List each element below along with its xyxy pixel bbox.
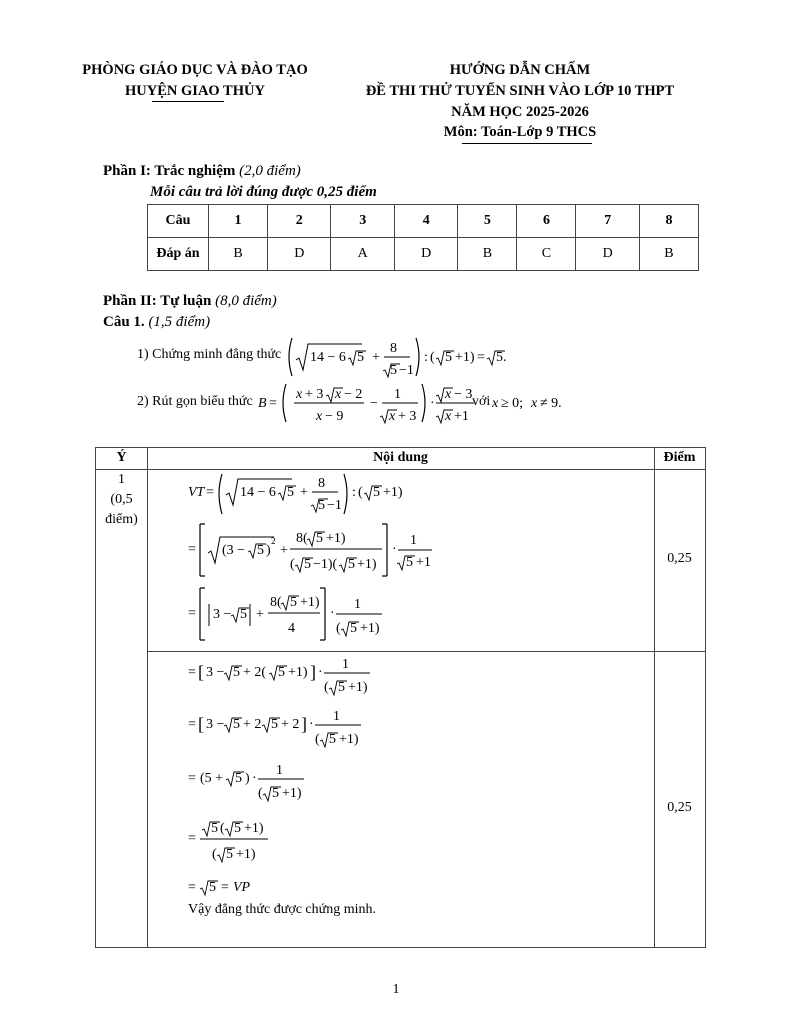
- proof-line-7: [186, 814, 306, 866]
- svg-text:5: 5: [271, 717, 278, 732]
- svg-text:]: ]: [301, 714, 307, 734]
- svg-text:14 − 6: 14 − 6: [240, 485, 276, 500]
- svg-text:5: 5: [233, 717, 240, 732]
- exam-title: ĐỀ THI THỬ TUYỂN SINH VÀO LỚP 10 THPT: [365, 83, 675, 99]
- answer-cell: C: [517, 238, 576, 271]
- svg-text:(: (: [336, 621, 341, 636]
- svg-text:+ 2: + 2: [281, 717, 300, 732]
- part1-points: (2,0 điểm): [239, 163, 301, 179]
- left-header-underline: [152, 101, 224, 102]
- svg-text:=: =: [188, 717, 196, 732]
- subject: Môn: Toán-Lớp 9 THCS: [443, 124, 597, 140]
- svg-text:x: x: [389, 409, 396, 424]
- svg-text:8(: 8(: [296, 531, 308, 546]
- svg-text:1: 1: [394, 387, 401, 402]
- svg-text:+ 2: + 2: [243, 717, 262, 732]
- svg-text:x: x: [296, 387, 303, 402]
- svg-text:5: 5: [287, 485, 294, 500]
- svg-text:·: ·: [430, 396, 435, 411]
- answer-table-row-questions: [148, 205, 699, 238]
- question-cell: 7: [576, 205, 639, 238]
- proof-line-4: [186, 654, 406, 700]
- svg-text:+: +: [280, 543, 288, 558]
- svg-text:·: ·: [330, 606, 335, 621]
- part2-points: (8,0 điểm): [215, 293, 277, 309]
- question1-title: Câu 1.: [103, 314, 145, 330]
- svg-text:(: (: [324, 680, 329, 695]
- item-points-unit: điểm): [105, 512, 138, 527]
- answer-table: [147, 204, 699, 271]
- dept-name: PHÒNG GIÁO DỤC VÀ ĐÀO TẠO: [82, 62, 308, 78]
- svg-text:1: 1: [276, 763, 283, 778]
- answer-cell: B: [458, 238, 517, 271]
- answer-cell: D: [394, 238, 457, 271]
- svg-text:− 9: − 9: [325, 409, 344, 424]
- proof-line-5: [186, 706, 406, 752]
- svg-text:+1: +1: [454, 409, 469, 424]
- part1-heading: [103, 163, 301, 180]
- proof-line-2: [186, 520, 446, 580]
- svg-text:=: =: [188, 771, 196, 786]
- svg-text:(: (: [258, 786, 263, 801]
- svg-text:·: ·: [392, 542, 397, 557]
- svg-text:(: (: [315, 732, 320, 747]
- proof-line-3: [186, 584, 406, 644]
- svg-text:5.: 5.: [496, 350, 507, 365]
- svg-text:8(: 8(: [270, 595, 282, 610]
- question-cell: 1: [209, 205, 268, 238]
- svg-text:+ 2(: + 2(: [243, 665, 267, 680]
- svg-text:5: 5: [304, 557, 311, 572]
- svg-text:B: B: [258, 396, 267, 411]
- svg-text::: :: [352, 485, 356, 500]
- svg-text:5: 5: [240, 607, 247, 622]
- answer-cell: B: [639, 238, 698, 271]
- district-name: HUYỆN GIAO THỦY: [125, 83, 265, 99]
- svg-text:): ): [266, 543, 271, 558]
- svg-text:VT: VT: [188, 485, 205, 500]
- svg-text:=: =: [221, 880, 229, 895]
- proof-line-1: [186, 470, 426, 518]
- svg-text:[: [: [198, 662, 204, 682]
- svg-text:+1): +1): [348, 680, 368, 695]
- svg-text:1: 1: [333, 709, 340, 724]
- svg-text:+: +: [300, 485, 308, 500]
- svg-text:1: 1: [342, 657, 349, 672]
- svg-text:x: x: [316, 409, 323, 424]
- part2-title: Phần II: Tự luận: [103, 293, 212, 309]
- svg-text:−1: −1: [327, 498, 342, 513]
- svg-text:=: =: [188, 542, 196, 557]
- svg-text:5: 5: [338, 680, 345, 695]
- svg-text:(5 +: (5 +: [200, 771, 224, 786]
- answer-cell: D: [576, 238, 639, 271]
- svg-text:x: x: [445, 409, 452, 424]
- score-step2: 0,25: [667, 800, 692, 815]
- svg-text:=: =: [188, 665, 196, 680]
- svg-text:[: [: [198, 714, 204, 734]
- svg-text:(: (: [220, 821, 225, 836]
- svg-text:+1): +1): [383, 485, 403, 500]
- proof-line-6: [186, 760, 346, 806]
- svg-text:(: (: [290, 557, 295, 572]
- svg-text:5: 5: [329, 732, 336, 747]
- svg-text:5: 5: [226, 847, 233, 862]
- svg-text:14 − 6: 14 − 6: [310, 350, 346, 365]
- svg-text:·: ·: [309, 717, 314, 732]
- svg-text:5: 5: [318, 498, 325, 513]
- answer-cell: D: [268, 238, 331, 271]
- svg-text:5: 5: [445, 350, 452, 365]
- col-header-y: Ý: [116, 450, 127, 465]
- doc-title: HƯỚNG DẪN CHẤM: [449, 62, 591, 78]
- question-cell: 6: [517, 205, 576, 238]
- svg-text:5: 5: [209, 880, 216, 895]
- answer-table-header-dap-an: Đáp án: [148, 238, 209, 271]
- svg-text:(: (: [430, 350, 435, 365]
- svg-text:(3 −: (3 −: [222, 543, 246, 558]
- item-points: (0,5: [110, 492, 133, 507]
- item-number: 1: [118, 472, 125, 487]
- answer-cell: B: [209, 238, 268, 271]
- question-cell: 5: [458, 205, 517, 238]
- right-header-underline: [462, 143, 592, 144]
- question1-points: (1,5 điểm): [148, 314, 211, 330]
- svg-text:x: x: [335, 387, 342, 402]
- part2-heading: [103, 293, 277, 310]
- svg-text:+ 3: + 3: [305, 387, 324, 402]
- svg-text:+1): +1): [282, 786, 302, 801]
- svg-text:−: −: [370, 396, 378, 411]
- svg-text:+1): +1): [244, 821, 264, 836]
- svg-text:=: =: [477, 350, 485, 365]
- svg-text:5: 5: [348, 557, 355, 572]
- school-year: NĂM HỌC 2025-2026: [451, 104, 589, 120]
- svg-text:=: =: [188, 880, 196, 895]
- svg-text:−1: −1: [399, 363, 414, 378]
- svg-text:1: 1: [410, 533, 417, 548]
- answer-table-header-cau: Câu: [148, 205, 209, 238]
- svg-text:5: 5: [350, 621, 357, 636]
- svg-text:=: =: [269, 396, 277, 411]
- svg-text:·: ·: [252, 771, 257, 786]
- question-cell: 4: [394, 205, 457, 238]
- part1-note: Mỗi câu trả lời đúng được 0,25 điểm: [150, 184, 377, 200]
- svg-text:1: 1: [354, 597, 361, 612]
- svg-text:8: 8: [390, 341, 397, 356]
- question-cell: 3: [331, 205, 394, 238]
- svg-text:5: 5: [390, 363, 397, 378]
- svg-text:5: 5: [257, 543, 264, 558]
- svg-text:−1)(: −1)(: [313, 557, 338, 572]
- svg-text:5: 5: [357, 350, 364, 365]
- part1-title: Phần I: Trắc nghiệm: [103, 163, 236, 179]
- svg-text:3 −: 3 −: [213, 607, 232, 622]
- svg-text:+ 3: + 3: [398, 409, 417, 424]
- svg-text:5: 5: [234, 821, 241, 836]
- svg-text:x: x: [531, 396, 538, 411]
- svg-text:]: ]: [310, 662, 316, 682]
- svg-text:5: 5: [272, 786, 279, 801]
- svg-text:5: 5: [211, 821, 218, 836]
- svg-text:5: 5: [290, 595, 297, 610]
- proof-line-8: [186, 872, 306, 898]
- task2-label: 2) Rút gọn biểu thức: [137, 394, 253, 409]
- answer-table-row-answers: [148, 238, 699, 271]
- svg-text:8: 8: [318, 476, 325, 491]
- col-header-content: Nội dung: [373, 450, 428, 465]
- svg-text:+1): +1): [357, 557, 377, 572]
- svg-text:+1): +1): [360, 621, 380, 636]
- svg-text:): ): [245, 771, 250, 786]
- col-header-score: Điểm: [663, 450, 696, 465]
- svg-text:5: 5: [233, 665, 240, 680]
- svg-text:3 −: 3 −: [206, 665, 225, 680]
- svg-text:3 −: 3 −: [206, 717, 225, 732]
- svg-text:(: (: [358, 485, 363, 500]
- svg-text:4: 4: [288, 621, 295, 636]
- question-cell: 8: [639, 205, 698, 238]
- svg-text:+1: +1: [416, 555, 431, 570]
- svg-text:·: ·: [318, 665, 323, 680]
- task2-condition-word: với: [472, 394, 491, 409]
- svg-text:=: =: [188, 606, 196, 621]
- svg-text:− 2: − 2: [344, 387, 363, 402]
- task1-formula: [286, 334, 526, 380]
- svg-text:=: =: [206, 485, 214, 500]
- svg-text:+1): +1): [300, 595, 320, 610]
- svg-text:+: +: [372, 350, 380, 365]
- svg-text:5: 5: [373, 485, 380, 500]
- answer-cell: A: [331, 238, 394, 271]
- svg-text:5: 5: [406, 555, 413, 570]
- svg-text:5: 5: [235, 771, 242, 786]
- page-number: 1: [392, 982, 400, 997]
- svg-text:≥ 0;: ≥ 0;: [501, 396, 524, 411]
- svg-text:+1): +1): [288, 665, 308, 680]
- svg-text:(: (: [212, 847, 217, 862]
- svg-text:VP: VP: [233, 880, 251, 895]
- score-step1: 0,25: [667, 551, 692, 566]
- svg-text:− 3: − 3: [454, 387, 473, 402]
- task2-formula: [256, 380, 586, 426]
- svg-text:5: 5: [316, 531, 323, 546]
- svg-text:+1): +1): [236, 847, 256, 862]
- svg-text:x: x: [492, 396, 499, 411]
- question1-heading: [103, 314, 210, 331]
- question-cell: 2: [268, 205, 331, 238]
- svg-text:+: +: [256, 607, 264, 622]
- svg-text:5: 5: [278, 665, 285, 680]
- svg-text::: :: [424, 350, 428, 365]
- svg-text:+1): +1): [339, 732, 359, 747]
- svg-text:≠ 9.: ≠ 9.: [540, 396, 562, 411]
- svg-text:+1): +1): [455, 350, 475, 365]
- svg-text:2: 2: [271, 536, 276, 546]
- task1-label: 1) Chứng minh đẳng thức: [137, 347, 282, 362]
- svg-text:=: =: [188, 831, 196, 846]
- proof-conclusion: Vậy đẳng thức được chứng minh.: [188, 902, 377, 917]
- svg-text:x: x: [445, 387, 452, 402]
- svg-text:+1): +1): [326, 531, 346, 546]
